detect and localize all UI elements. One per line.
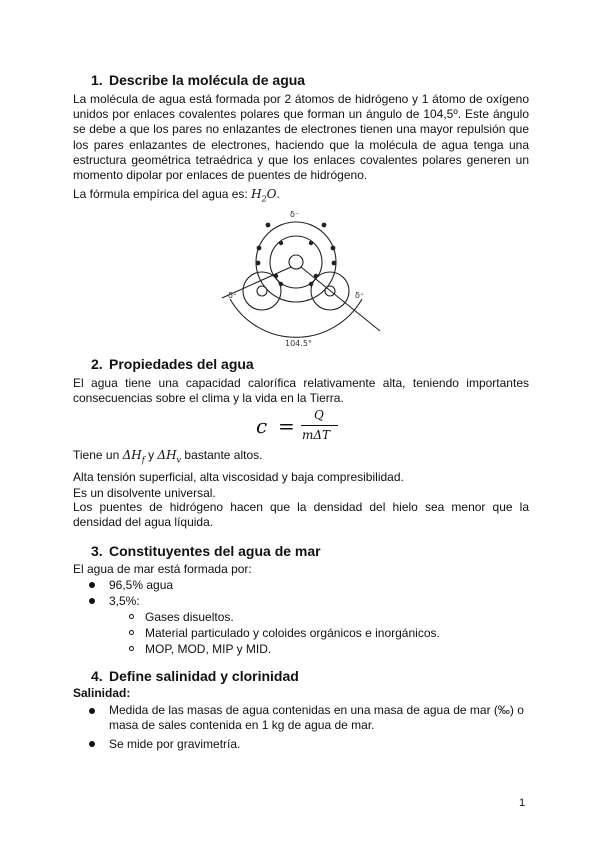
- bullet-dot: [89, 582, 95, 588]
- section-1-number: 1.: [91, 72, 103, 88]
- sub-bullet-ring: [129, 614, 134, 619]
- enthalpy-vaporization-subscript: v: [176, 455, 182, 465]
- bullet-dot: [89, 598, 95, 604]
- heat-capacity-paragraph: El agua tiene una capacidad calorífica relativamente alta, teniendo importantes consecuencias sobre el clima y la vida en la Tierra.: [73, 376, 529, 406]
- list-item-salts: 3,5%:: [109, 594, 140, 608]
- enthalpy-fusion-subscript: f: [141, 455, 145, 465]
- universal-solvent-line: Es un disolvente universal.: [73, 486, 216, 500]
- section-2-title: Propiedades del agua: [109, 356, 254, 372]
- section-4-heading: [91, 668, 299, 684]
- sub-item-organic-matter: MOP, MOD, MIP y MID.: [145, 642, 272, 656]
- salinity-definition: Medida de las masas de agua contenidas en una masa de agua de mar (‰) o masa de sales contenida en 1 kg de agua de mar.: [109, 703, 524, 733]
- section-2-number: 2.: [91, 356, 103, 372]
- eq-equals: =: [278, 414, 295, 438]
- section-1-heading: [91, 72, 305, 88]
- section-3-heading: [91, 543, 321, 559]
- delta-minus-label: δ⁻: [290, 210, 300, 219]
- enthalpy-vaporization: ΔH: [157, 448, 177, 462]
- list-item-water: 96,5% agua: [109, 578, 174, 592]
- section-3-title: Constituyentes del agua de mar: [109, 543, 321, 559]
- salinity-gravimetry: Se mide por gravimetría.: [109, 737, 241, 751]
- sub-bullet-ring: [129, 630, 134, 635]
- enthalpy-prefix: Tiene un: [73, 448, 120, 462]
- section-1-title: Describe la molécula de agua: [109, 72, 306, 88]
- enthalpy-suffix: bastante altos.: [184, 448, 263, 462]
- delta-plus-left-label: δ⁺: [228, 291, 238, 300]
- section-3-number: 3.: [91, 543, 103, 559]
- formula-h: H: [251, 187, 262, 201]
- oxygen-nucleus: [289, 255, 303, 269]
- section-4-number: 4.: [91, 668, 103, 684]
- bullet-dot: [89, 708, 95, 714]
- section-2-heading: [91, 356, 254, 372]
- formula-prefix: La fórmula empírica del agua es:: [73, 187, 248, 201]
- formula-h-subscript: 2: [261, 194, 267, 204]
- eq-denominator: mΔT: [302, 428, 331, 442]
- delta-plus-right-label: δ⁺: [355, 291, 365, 300]
- salinity-label: Salinidad:: [73, 686, 131, 700]
- section-4-title: Define salinidad y clorinidad: [109, 668, 299, 684]
- water-molecule-diagram: [0, 205, 600, 355]
- hydrogen-left-nucleus: [257, 286, 267, 296]
- surface-tension-line: Alta tensión superficial, alta viscosidad y baja compresibilidad.: [73, 470, 404, 484]
- sub-item-gases: Gases disueltos.: [145, 610, 234, 624]
- eq-fraction-bar: [301, 425, 338, 426]
- formula-suffix: .: [276, 187, 280, 201]
- empirical-formula-line: [73, 187, 280, 206]
- enthalpy-fusion: ΔH: [122, 448, 142, 462]
- formula-o: O: [266, 187, 277, 201]
- angle-arc: [230, 299, 362, 337]
- angle-label: 104.5°: [285, 339, 312, 348]
- density-paragraph: Los puentes de hidrógeno hacen que la densidad del hielo sea menor que la densidad del agua líquida.: [73, 500, 529, 530]
- eq-c: c: [256, 414, 268, 438]
- oxygen-outer-shell: [256, 222, 336, 302]
- enthalpy-and: y: [148, 448, 155, 462]
- enthalpy-line: [73, 448, 262, 467]
- sub-bullet-ring: [129, 646, 134, 651]
- eq-numerator: Q: [314, 408, 324, 422]
- seawater-intro: El agua de mar está formada por:: [73, 562, 252, 576]
- water-molecule-paragraph: La molécula de agua está formada por 2 átomos de hidrógeno y 1 átomo de oxígeno unidos por enlaces covalentes polares que forman un ángulo de 104,5º. Este ángulo se debe a que los pares no enlazantes de electrones tienen una mayor repulsión que los pares enlazantes de electrones, haciendo que la molécula de agua tenga una estructura geométrica tetraédrica y que los enlaces covalentes polares generen un momento dipolar por enlaces de puentes de hidrógeno.: [73, 92, 529, 183]
- bullet-dot: [89, 741, 95, 747]
- sub-item-particulate: Material particulado y coloides orgánicos e inorgánicos.: [145, 626, 440, 640]
- page-number: 1: [519, 797, 526, 809]
